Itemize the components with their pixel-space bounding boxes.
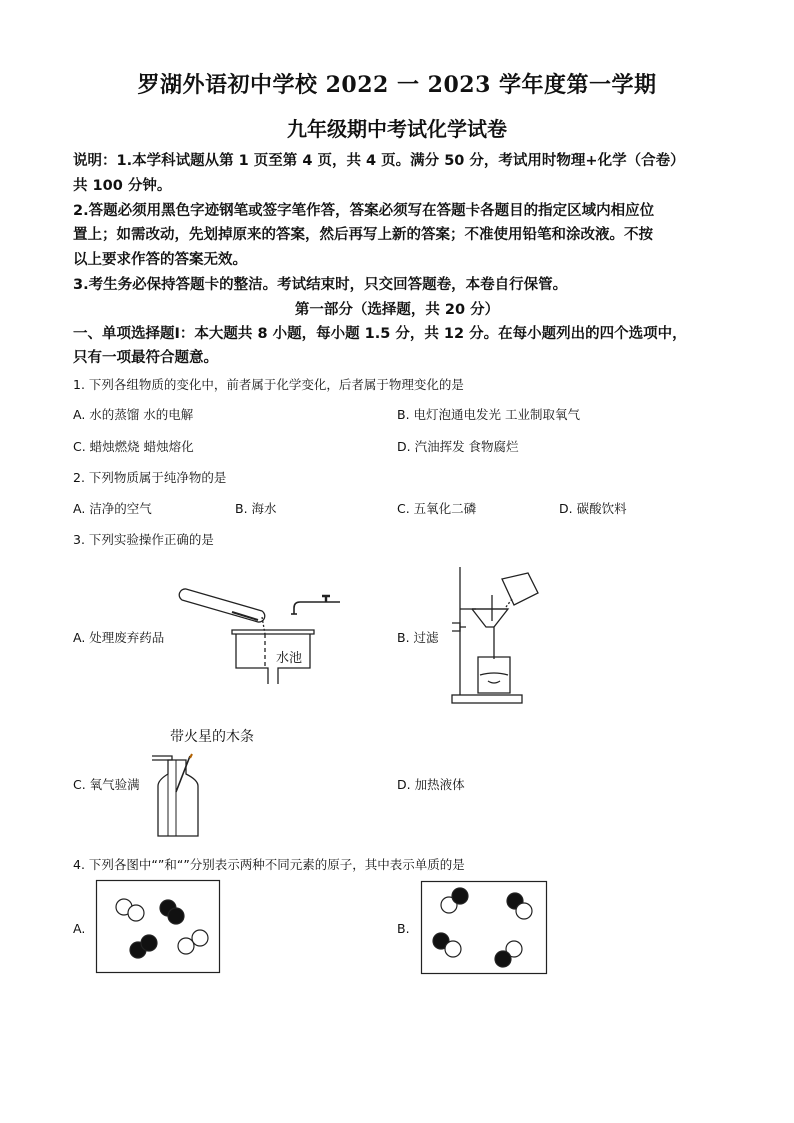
part-title: 第一部分（选择题，共 20 分） [294, 302, 500, 318]
question-1-option-c[interactable]: C. 蜡烛燃烧 蜡烛熔化 [73, 439, 194, 454]
question-1-option-d[interactable]: D. 汽油挥发 食物腐烂 [397, 439, 519, 454]
question-2-option-d[interactable]: D. 碳酸饮料 [559, 501, 627, 516]
question-3-option-b[interactable]: B. 过滤 [397, 630, 439, 645]
molecule-diagram-a [96, 880, 220, 973]
question-1-stem: 1. 下列各组物质的变化中，前者属于化学变化，后者属于物理变化的是 [73, 377, 464, 392]
question-3-option-c[interactable]: C. 氧气验满 [73, 777, 140, 792]
instruction-line: 2.答题必须用黑色字迹钢笔或签字笔作答，答案必须写在答题卡各题目的指定区域内相应位 [73, 203, 655, 219]
question-4-stem: 4. 下列各图中“”和“”分别表示两种不同元素的原子，其中表示单质的是 [73, 857, 465, 872]
oxygen-test-illustration [150, 752, 210, 840]
instruction-line: 置上；如需改动，先划掉原来的答案，然后再写上新的答案；不准使用铅笔和涂改液。不按 [73, 227, 653, 243]
question-1-option-a[interactable]: A. 水的蒸馏 水的电解 [73, 407, 194, 422]
question-4-option-a[interactable]: A. [73, 921, 86, 936]
molecule-diagram-b [421, 881, 547, 974]
section-heading: 只有一项最符合题意。 [73, 350, 218, 366]
filtration-illustration [448, 565, 558, 710]
question-3-stem: 3. 下列实验操作正确的是 [73, 532, 214, 547]
splint-label: 带火星的木条 [170, 729, 254, 745]
question-2-option-c[interactable]: C. 五氧化二磷 [397, 501, 477, 516]
question-2-option-a[interactable]: A. 洁净的空气 [73, 501, 152, 516]
sink-label: 水池 [276, 651, 303, 666]
instruction-line: 说明：1.本学科试题从第 1 页至第 4 页，共 4 页。满分 50 分，考试用时物理+化学（合卷） [73, 153, 685, 169]
question-1-option-b[interactable]: B. 电灯泡通电发光 工业制取氧气 [397, 407, 580, 422]
question-3-option-d[interactable]: D. 加热液体 [397, 777, 465, 792]
question-2-stem: 2. 下列物质属于纯净物的是 [73, 470, 227, 485]
instruction-line: 3.考生务必保持答题卡的整洁。考试结束时，只交回答题卷，本卷自行保管。 [73, 277, 568, 293]
question-4-option-b[interactable]: B. [397, 921, 410, 936]
instruction-line: 共 100 分钟。 [73, 178, 172, 194]
page-subtitle: 九年级期中考试化学试卷 [287, 117, 507, 141]
page-title: 罗湖外语初中学校 2022 一 2023 学年度第一学期 [137, 72, 657, 98]
instruction-line: 以上要求作答的答案无效。 [73, 252, 247, 268]
section-heading: 一、单项选择题Ⅰ：本大题共 8 小题，每小题 1.5 分，共 12 分。在每小题列出的四个选项中， [73, 326, 687, 342]
question-3-option-a[interactable]: A. 处理废弃药品 [73, 630, 165, 645]
question-2-option-b[interactable]: B. 海水 [235, 501, 277, 516]
waste-disposal-illustration [170, 582, 350, 692]
